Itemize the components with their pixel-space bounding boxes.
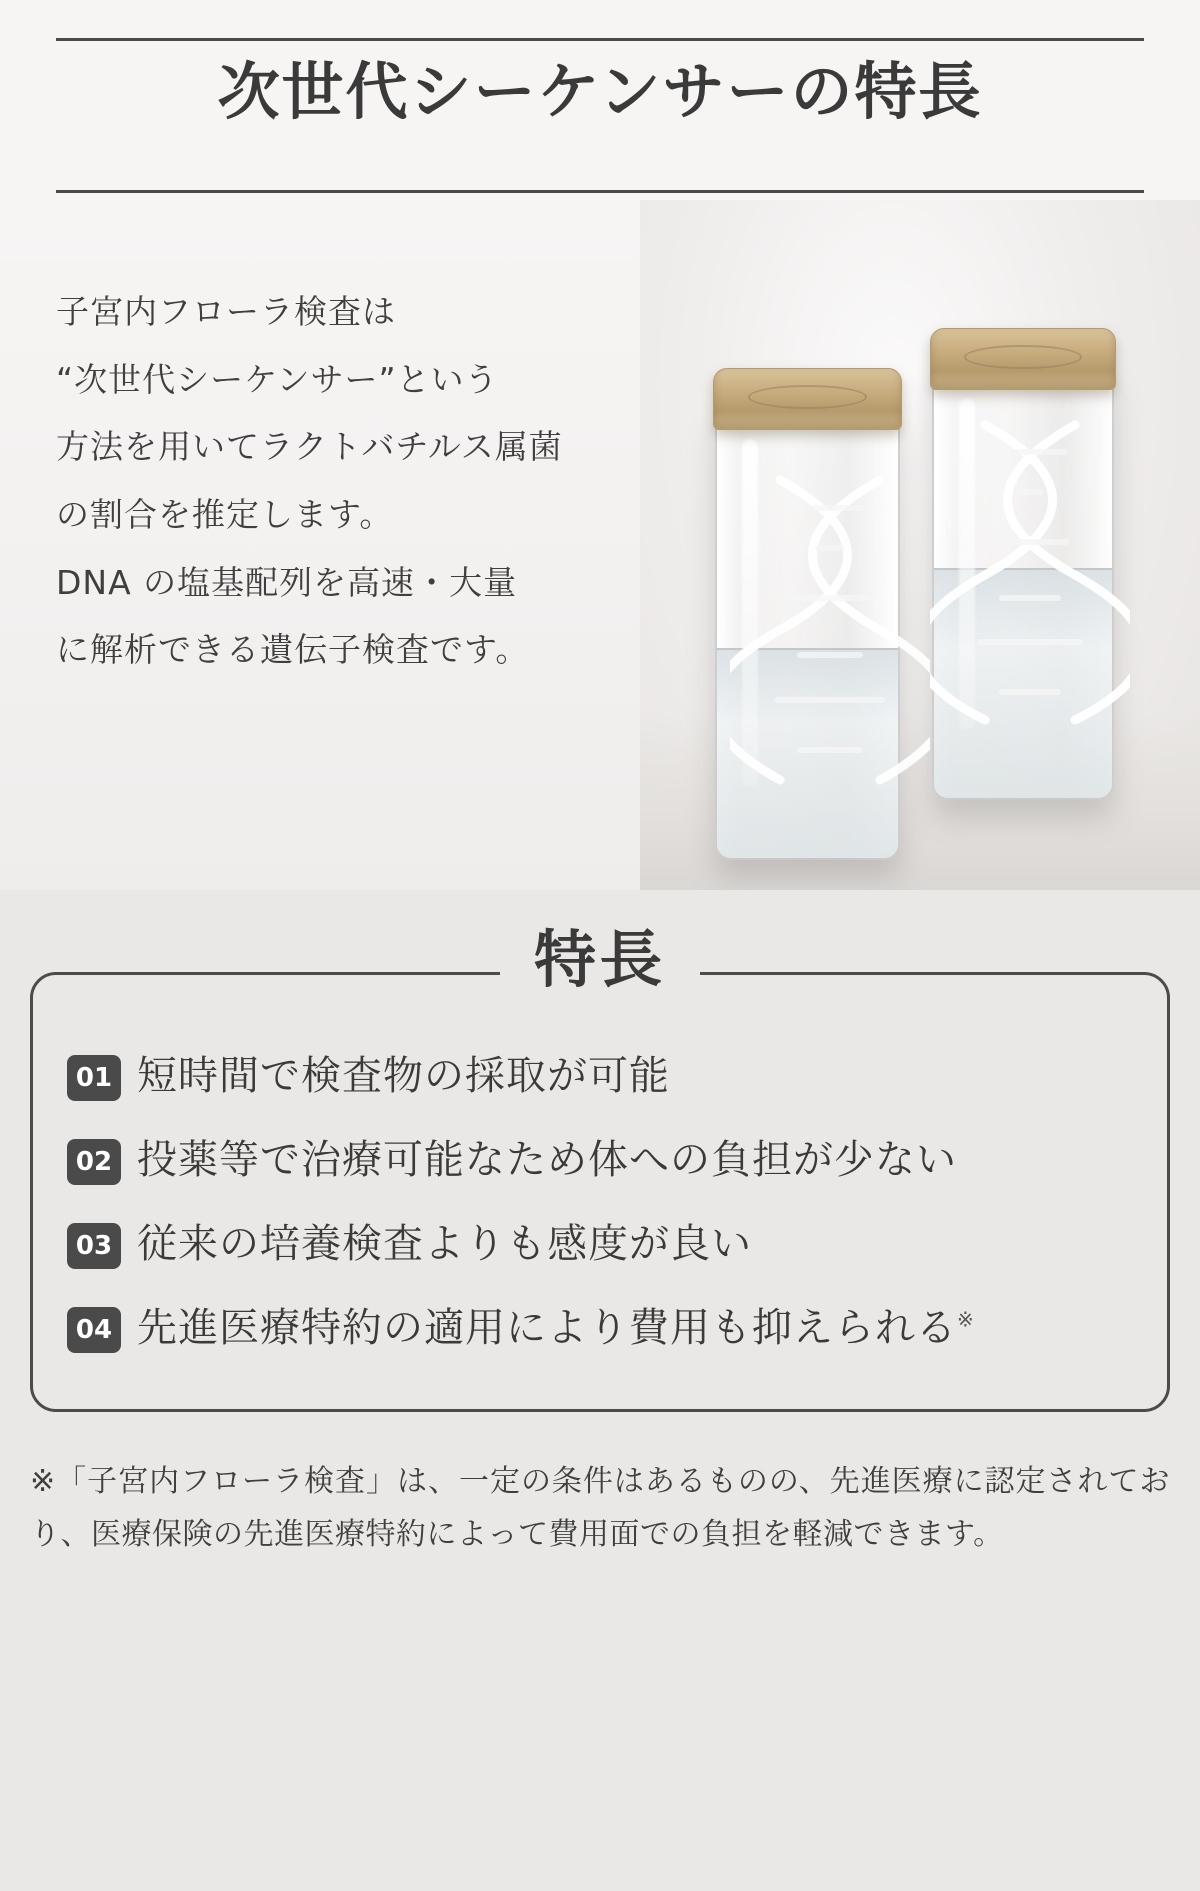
footnote-text: ※「子宮内フローラ検査」は、一定の条件はあるものの、先進医療に認定されており、医療保険の先進医療特約によって費用面での負担を軽減できます。 [30, 1464, 1170, 1552]
intro-line: DNA の塩基配列を高速・大量 [56, 562, 518, 602]
feature-label: 短時間で検査物の採取が可能 [137, 1053, 670, 1099]
features-section [0, 890, 1200, 1891]
intro-line: 子宮内フローラ検査は [56, 292, 396, 331]
feature-number-badge: 03 [67, 1223, 121, 1269]
feature-label-text: 先進医療特約の適用により費用も抑えられる [137, 1305, 957, 1351]
vial-cap-right [930, 328, 1116, 390]
intro-line: “次世代シーケンサー”という [56, 359, 499, 399]
intro-line: 方法を用いてラクトバチルス属菌 [56, 427, 563, 467]
header-top-divider [56, 38, 1144, 41]
feature-number-badge: 01 [67, 1055, 121, 1101]
list-item [67, 1215, 1133, 1273]
list-item [67, 1047, 1133, 1105]
footnote-marker: ※ [957, 1307, 975, 1332]
list-item [67, 1131, 1133, 1189]
list-item [67, 1299, 1133, 1357]
feature-label [137, 1299, 975, 1357]
vials-dna-photo [640, 200, 1200, 890]
vial-highlight [742, 439, 758, 787]
header-bottom-divider [56, 190, 1144, 193]
feature-label: 従来の培養検査よりも感度が良い [137, 1221, 752, 1267]
vial-cap-left [713, 368, 902, 430]
feature-label: 投薬等で治療可能なため体への負担が少ない [137, 1137, 957, 1183]
features-legend: 特長 [500, 929, 700, 991]
glass-vial-right [932, 370, 1114, 800]
feature-number-badge: 02 [67, 1139, 121, 1185]
intro-text-block [56, 278, 676, 684]
intro-line: に解析できる遺伝子検査です。 [56, 630, 530, 670]
glass-vial-left [715, 410, 900, 860]
header [0, 0, 1200, 200]
intro-section [0, 200, 1200, 890]
intro-line: の割合を推定します。 [56, 494, 394, 534]
feature-number-badge: 04 [67, 1307, 121, 1353]
page-title: 次世代シーケンサーの特長 [217, 55, 983, 128]
features-box [30, 923, 1170, 1412]
vial-highlight [959, 398, 975, 730]
